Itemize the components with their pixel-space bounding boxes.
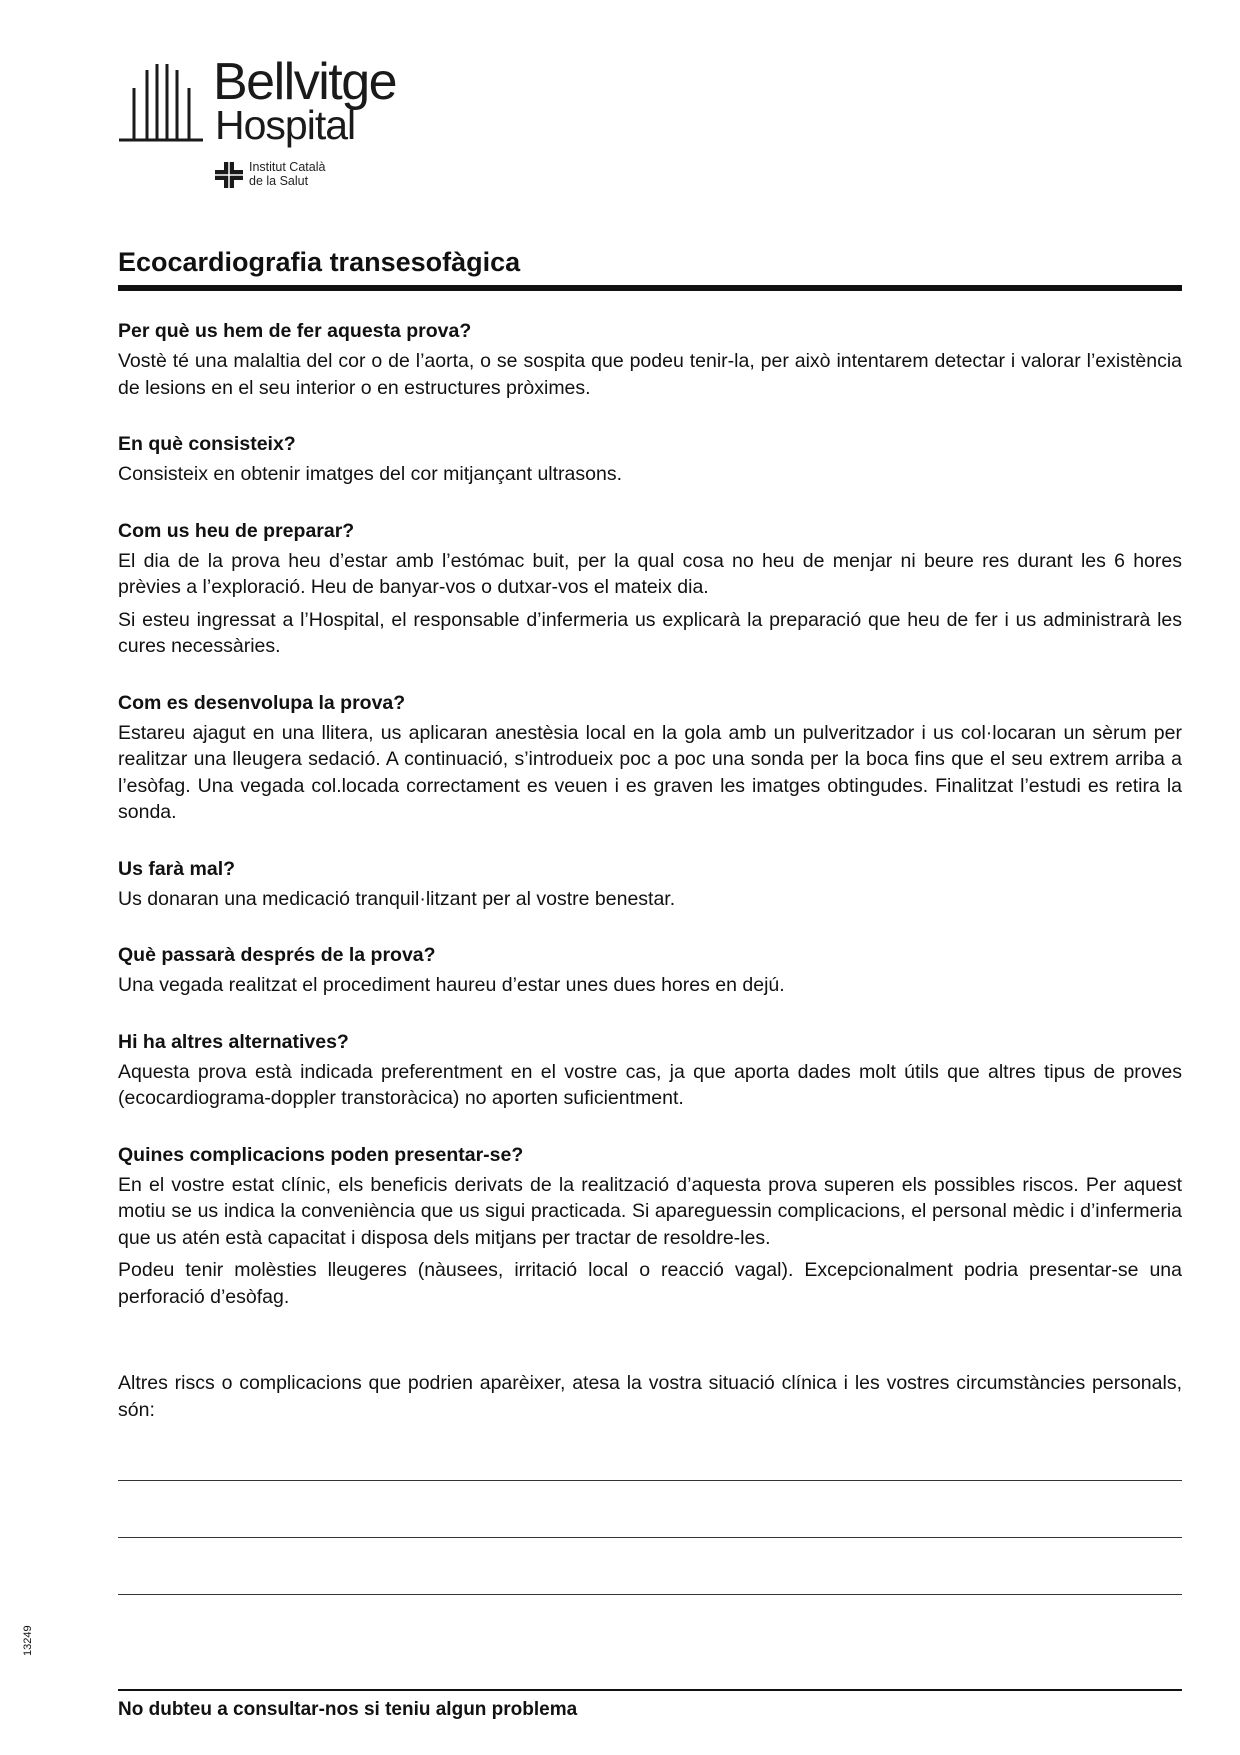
section <box>118 1029 1182 1112</box>
logo-subtitle: Hospital <box>215 102 356 148</box>
section <box>118 856 1182 913</box>
form-code: 13249 <box>22 1625 34 1656</box>
section-heading: En què consisteix? <box>118 433 296 455</box>
section-paragraph: Una vegada realitzat el procediment haureu d’estar unes dues hores en dejú. <box>118 974 785 996</box>
title-rule <box>118 285 1182 291</box>
section-paragraph: Estareu ajagut en una llitera, us aplicaran anestèsia local en la gola amb un pulveritzador i us col·locaran un sèrum per realitzar una lleugera sedació. A continuació, s’introdueix poc a poc una sonda per la boca fins que el seu extrem arriba a l’esòfag. Una vegada col.locada correctament es veuen i es graven les imatges obtingudes. Finalitzat l’estudi es retira la sonda. <box>118 721 1182 823</box>
section-paragraph: Podeu tenir molèsties lleugeres (nàusees, irritació local o reacció vagal). Excepcionalment podria presentar-se una perforació d’esòfag. <box>118 1259 1182 1308</box>
footer-note: No dubteu a consultar-nos si teniu algun problema <box>118 1699 578 1720</box>
section <box>118 431 1182 488</box>
write-in-line <box>118 1537 1182 1538</box>
footer-rule <box>118 1689 1182 1691</box>
section-heading: Què passarà després de la prova? <box>118 944 436 966</box>
institute-line-2: de la Salut <box>249 174 309 188</box>
section <box>118 690 1182 826</box>
other-risks-text: Altres riscs o complicacions que podrien aparèixer, atesa la vostra situació clínica i les vostres circumstàncies personals, són: <box>118 1372 1182 1421</box>
document-title: Ecocardiografia transesofàgica <box>118 247 521 277</box>
institute-name <box>249 160 389 188</box>
write-in-line <box>118 1480 1182 1481</box>
section-heading: Per què us hem de fer aquesta prova? <box>118 320 472 342</box>
section-heading: Hi ha altres alternatives? <box>118 1030 349 1053</box>
logo-name: Bellvitge <box>213 53 397 111</box>
write-in-line <box>118 1594 1182 1595</box>
institute-line-1: Institut Català <box>249 160 326 174</box>
section <box>118 518 1182 660</box>
section-paragraph: Us donaran una medicació tranquil·litzant per al vostre benestar. <box>118 887 676 910</box>
section-heading: Us farà mal? <box>118 857 236 880</box>
section-paragraph: Consisteix en obtenir imatges del cor mitjançant ultrasons. <box>118 463 622 485</box>
section-paragraph: Vostè té una malaltia del cor o de l’aorta, o se sospita que podeu tenir-la, per això intentarem detectar i valorar l’existència de lesions en el seu interior o en estructures pròximes. <box>118 350 1182 399</box>
section-heading: Com es desenvolupa la prova? <box>118 691 406 714</box>
section-heading: Com us heu de preparar? <box>118 519 355 542</box>
section <box>118 1142 1182 1311</box>
section-paragraph: Si esteu ingressat a l’Hospital, el responsable d’infermeria us explicarà la preparació que heu de fer i us administrarà les cures necessàries. <box>118 608 1182 657</box>
cross-icon <box>215 162 243 188</box>
hospital-logo <box>117 54 437 194</box>
section-paragraph: Aquesta prova està indicada preferentment en el vostre cas, ja que aporta dades molt útils que altres tipus de proves (ecocardiograma-doppler transtoràcica) no aporten suficientment. <box>118 1060 1182 1109</box>
section-paragraph: En el vostre estat clínic, els beneficis derivats de la realització d’aquesta prova superen els possibles riscos. Per aquest motiu se us indica la conveniència que us sigui practicada. Si apareguessin complicacions, el personal mèdic i d’infermeria que us atén està capacitat i disposa dels mitjans per tractar de resoldre-les. <box>118 1173 1182 1249</box>
section <box>118 318 1182 401</box>
section <box>118 942 1182 999</box>
bellvitge-logo-icon <box>117 60 213 152</box>
section-heading: Quines complicacions poden presentar-se? <box>118 1143 524 1166</box>
section-paragraph: El dia de la prova heu d’estar amb l’estómac buit, per la qual cosa no heu de menjar ni beure res durant les 6 hores prèvies a l’exploració. Heu de banyar-vos o dutxar-vos el mateix dia. <box>118 549 1182 598</box>
document-body <box>118 318 1182 1340</box>
